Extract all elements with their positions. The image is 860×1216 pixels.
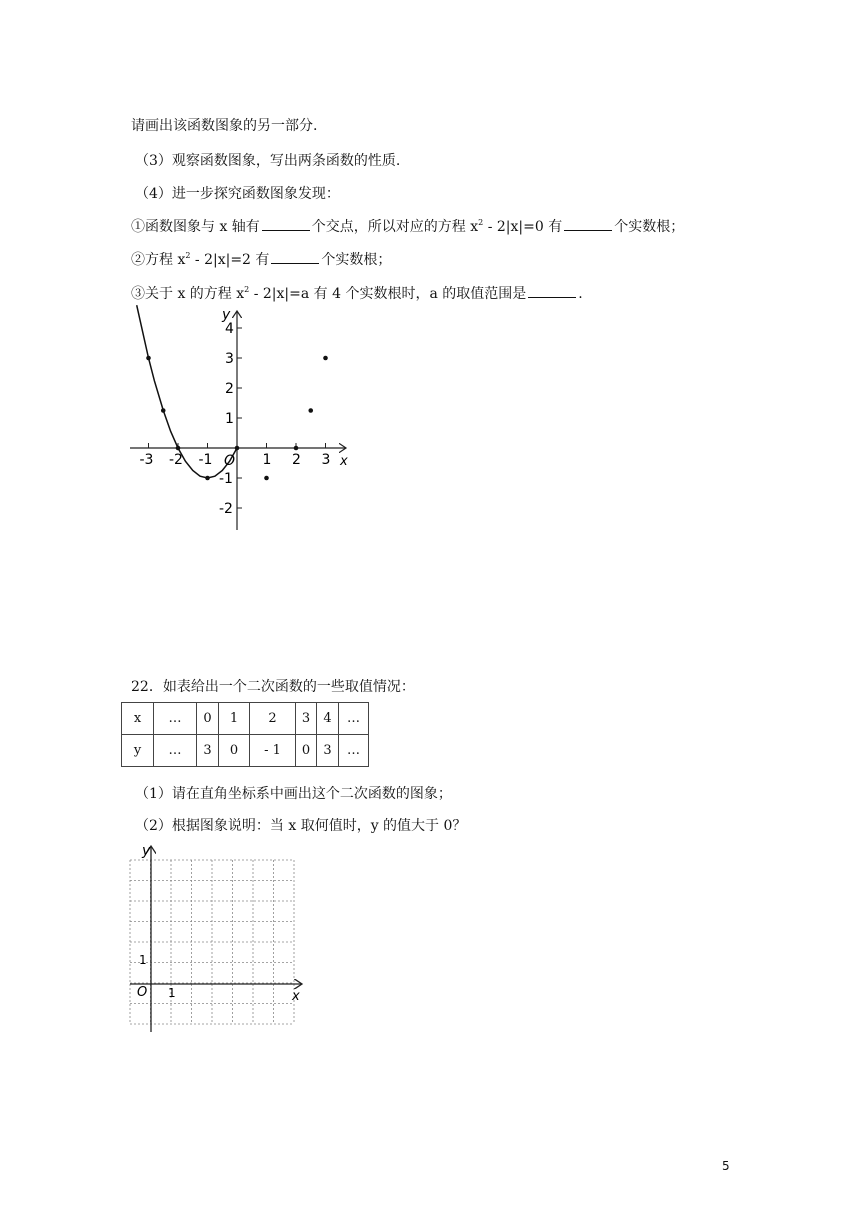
table-cell: 2: [250, 703, 296, 735]
text-line-5: [131, 249, 391, 269]
text: ②方程 x: [131, 252, 186, 268]
coordinate-grid[interactable]: [120, 840, 310, 1035]
table-cell: …: [339, 703, 369, 735]
table-cell: 0: [197, 703, 219, 735]
text: 个实数根；: [321, 252, 392, 268]
superscript: 2: [478, 218, 484, 227]
text: - 2|x|=2 有: [190, 252, 270, 268]
y-tick-label: 1: [225, 411, 234, 427]
x-tick-label: -1: [198, 452, 213, 468]
y-tick-label: -1: [219, 471, 233, 487]
text: （3）观察函数图象，写出两条函数的性质.: [135, 153, 401, 169]
text-line-6: [131, 283, 583, 303]
y-axis-label: y: [142, 843, 151, 859]
answer-blank[interactable]: [271, 251, 319, 264]
text: ①函数图象与 x 轴有: [131, 219, 260, 235]
table-cell: x: [122, 703, 154, 735]
x-tick-label: -3: [139, 452, 154, 468]
text: 请画出该函数图象的另一部分.: [131, 118, 318, 134]
answer-blank[interactable]: [262, 218, 310, 231]
text-line-3: [135, 183, 340, 203]
y-axis-label: y: [222, 307, 231, 323]
question-22-part-2: [135, 815, 466, 835]
question-22-part-1: [135, 783, 452, 803]
answer-blank[interactable]: [528, 285, 576, 298]
graph-point: [205, 476, 210, 481]
graph-point: [308, 408, 313, 413]
text: （1）请在直角坐标系中画出这个二次函数的图象；: [135, 786, 452, 802]
x-tick-label: 2: [292, 452, 301, 468]
y-tick-label: 3: [225, 351, 234, 367]
table-cell: 4: [317, 703, 339, 735]
table-cell: 3: [296, 703, 317, 735]
text-line-1: [131, 115, 317, 135]
x-axis-label: x: [292, 989, 300, 1004]
value-table: [121, 702, 369, 767]
table-cell: …: [154, 703, 197, 735]
table-cell: 0: [219, 735, 250, 767]
text-line-4: [131, 216, 684, 236]
text: 22．如表给出一个二次函数的一些取值情况：: [131, 679, 415, 695]
graph-point: [323, 356, 328, 361]
table-cell: 1: [219, 703, 250, 735]
text: .: [578, 286, 583, 302]
answer-blank[interactable]: [564, 218, 612, 231]
table-cell: …: [154, 735, 197, 767]
text: ③关于 x 的方程 x: [131, 286, 245, 302]
table-cell: 3: [317, 735, 339, 767]
origin-label: O: [137, 985, 148, 1000]
text: - 2|x|=0 有: [483, 219, 563, 235]
graph-point: [294, 446, 299, 451]
graph-point: [235, 446, 240, 451]
unit-x-label: 1: [168, 986, 176, 1000]
text: 个实数根；: [614, 219, 685, 235]
superscript: 2: [244, 285, 250, 294]
text: （2）根据图象说明：当 x 取何值时，y 的值大于 0？: [135, 818, 467, 834]
text: 个交点，所以对应的方程 x: [311, 219, 479, 235]
text: - 2|x|=a 有 4 个实数根时，a 的取值范围是: [249, 286, 527, 302]
unit-y-label: 1: [139, 953, 147, 967]
grid-lines: [130, 860, 294, 1024]
y-tick-label: 4: [225, 321, 234, 337]
x-tick-label: 1: [262, 452, 272, 468]
x-axis-label: x: [340, 454, 348, 469]
table-cell: - 1: [250, 735, 296, 767]
question-22-title: [131, 676, 415, 696]
text-line-2: [135, 150, 400, 170]
y-tick-label: 2: [225, 381, 234, 397]
x-tick-label: -2: [169, 452, 183, 468]
table-row: [122, 703, 369, 735]
table-cell: 0: [296, 735, 317, 767]
table-cell: …: [339, 735, 369, 767]
page-number: 5: [722, 1159, 730, 1173]
function-graph: [120, 305, 360, 535]
table-row: [122, 735, 369, 767]
graph-point: [176, 446, 181, 451]
graph-point: [161, 408, 166, 413]
y-tick-label: -2: [219, 501, 233, 517]
table-cell: 3: [197, 735, 219, 767]
graph-point: [146, 356, 151, 361]
origin-label: O: [224, 453, 236, 469]
superscript: 2: [185, 251, 191, 260]
graph-point: [264, 476, 269, 481]
text: （4）进一步探究函数图象发现：: [135, 186, 340, 202]
table-cell: y: [122, 735, 154, 767]
x-tick-label: 3: [321, 452, 331, 468]
